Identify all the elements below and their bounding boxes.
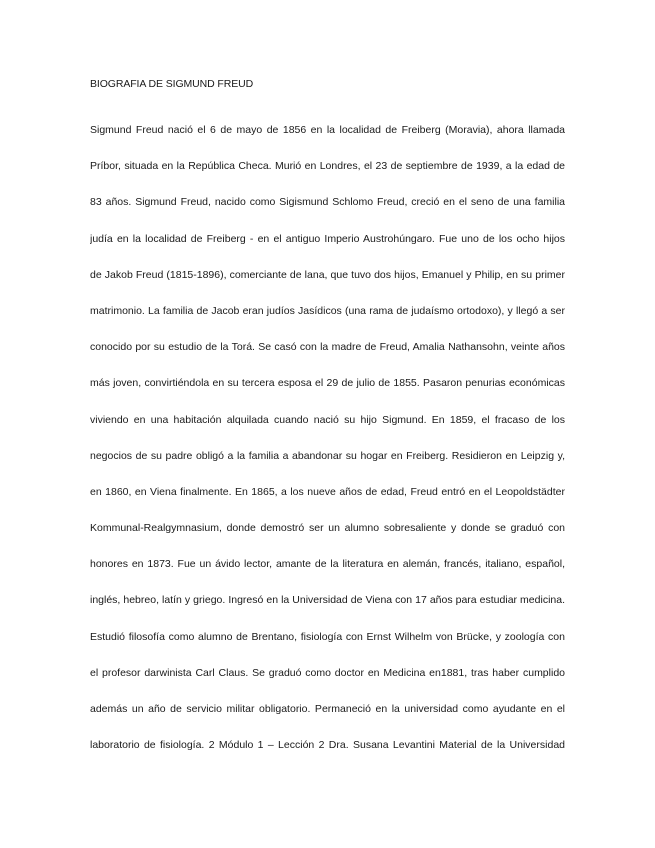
text-line: Kommunal-Realgymnasium, donde demostró ser un alumno sobresaliente y donde se graduó con [90, 522, 565, 535]
text-line: además un año de servicio militar obligatorio. Permaneció en la universidad como ayudante en el [90, 703, 565, 715]
text-line: Estudió filosofía como alumno de Brentano, fisiología con Ernst Wilhelm von Brücke, y zoología con [90, 630, 565, 643]
text-line: el profesor darwinista Carl Claus. Se graduó como doctor en Medicina en1881, tras haber cumplido [90, 666, 565, 679]
text-line: honores en 1873. Fue un ávido lector, amante de la literatura en alemán, francés, italiano, español, [90, 558, 565, 571]
text-line: más joven, convirtiéndola en su tercera esposa el 29 de julio de 1855. Pasaron penurias económicas [90, 377, 565, 390]
document-title: BIOGRAFIA DE SIGMUND FREUD [90, 78, 254, 90]
document-body [90, 118, 565, 769]
text-line: laboratorio de fisiología. 2 Módulo 1 – Lección 2 Dra. Susana Levantini Material de la Universidad [90, 739, 565, 752]
text-line: de Jakob Freud (1815-1896), comerciante de lana, que tuvo dos hijos, Emanuel y Philip, en su primer [90, 268, 565, 281]
text-line: matrimonio. La familia de Jacob eran judíos Jasídicos (una rama de judaísmo ortodoxo), y llegó a ser [90, 304, 565, 317]
text-line: en 1860, en Viena finalmente. En 1865, a los nueve años de edad, Freud entró en el Leopoldstädter [90, 485, 565, 498]
text-line: negocios de su padre obligó a la familia a abandonar su hogar en Freiberg. Residieron en Leipzig y, [90, 449, 565, 462]
text-line: Príbor, situada en la República Checa. Murió en Londres, el 23 de septiembre de 1939, a la edad de [90, 160, 565, 173]
text-line: inglés, hebreo, latín y griego. Ingresó en la Universidad de Viena con 17 años para estudiar medicina. [90, 594, 565, 607]
text-line: conocido por su estudio de la Torá. Se casó con la madre de Freud, Amalia Nathansohn, veinte años [90, 341, 565, 354]
text-line: 83 años. Sigmund Freud, nacido como Sigismund Schlomo Freud, creció en el seno de una familia [90, 196, 565, 209]
text-line: judía en la localidad de Freiberg - en el antiguo Imperio Austrohúngaro. Fue uno de los ocho hijos [90, 232, 565, 245]
text-line: Sigmund Freud nació el 6 de mayo de 1856 en la localidad de Freiberg (Moravia), ahora llamada [90, 124, 565, 136]
text-line: viviendo en una habitación alquilada cuando nació su hijo Sigmund. En 1859, el fracaso de los [90, 413, 565, 426]
